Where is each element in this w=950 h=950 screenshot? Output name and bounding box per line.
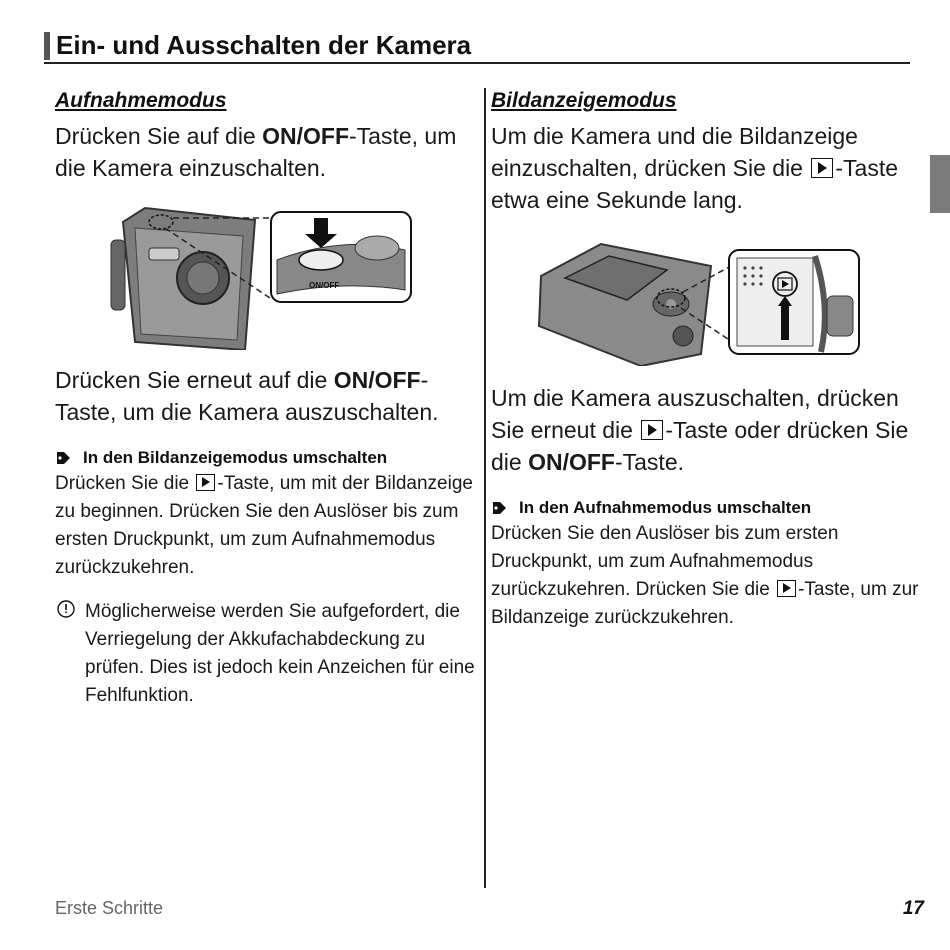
camera-playback-illustration <box>531 236 871 366</box>
text-span: -Taste oder drücken Sie die <box>491 417 909 475</box>
text-span: -Taste etwa eine Sekunde lang. <box>491 155 899 213</box>
text-span: -Taste. <box>614 449 685 475</box>
left-paragraph-1 <box>55 120 475 184</box>
page-number: 17 <box>902 898 924 919</box>
playback-icon <box>641 420 663 440</box>
tip-title: In den Bildanzeigemodus umschalten <box>83 448 388 467</box>
column-divider <box>484 88 486 888</box>
camera-back-icon <box>531 236 871 366</box>
note-text: Möglicherweise werden Sie aufgefordert, die Verriegelung der Akkufachabdeckung zu prüfen. Dies ist jedoch kein Anzeichen für eine Fehlfunktion. <box>85 601 475 706</box>
on-off-label: ON/OFF <box>262 123 350 149</box>
text-span: -Taste, um zur Bildanzeige zurückzukehren. <box>491 579 919 628</box>
illus-on-off-label: ON/OFF <box>309 281 340 290</box>
text-span: Um die Kamera und die Bildanzeige einzuschalten, drücken Sie die <box>491 123 858 181</box>
left-column <box>55 88 475 710</box>
page-header <box>44 30 910 64</box>
text-span: Drücken Sie auf die <box>55 123 263 149</box>
on-off-label: ON/OFF <box>333 367 421 393</box>
tag-tip-icon <box>55 450 71 466</box>
caution-icon <box>55 598 77 618</box>
on-off-label: ON/OFF <box>528 449 615 475</box>
footer-section-name: Erste Schritte <box>55 898 164 918</box>
camera-front-icon <box>105 200 415 350</box>
right-paragraph-2 <box>491 382 921 478</box>
tag-tip-icon <box>491 500 507 516</box>
right-paragraph-1 <box>491 120 921 216</box>
text-span: Drücken Sie die <box>55 473 195 494</box>
text-span: Drücken Sie den Auslöser bis zum ersten Druckpunkt, um zum Aufnahmemodus zurückzukehren. Drücken Sie die <box>491 523 839 600</box>
text-span: -Taste, um die Kamera einzuschalten. <box>55 123 457 181</box>
text-span: Drücken Sie erneut auf die <box>55 367 334 393</box>
title-marker <box>44 32 50 60</box>
tip-body <box>491 520 921 632</box>
left-paragraph-2 <box>55 364 475 428</box>
text-span: Um die Kamera auszuschalten, drücken Sie erneut die <box>491 385 899 443</box>
section-heading-bildanzeigemodus: Bildanzeigemodus <box>491 89 677 112</box>
camera-power-illustration <box>105 200 415 350</box>
right-column <box>491 88 921 632</box>
tip-body <box>55 470 475 582</box>
text-span: -Taste, um mit der Bildanzeige zu beginnen. Drücken Sie den Auslöser bis zum ersten Druckpunkt, um zum Aufnahmemodus zurückzukehren. <box>55 473 473 578</box>
tip-heading <box>491 496 921 520</box>
playback-icon <box>811 158 833 178</box>
chapter-tab <box>930 155 950 213</box>
text-span: -Taste, um die Kamera auszuschalten. <box>55 367 439 425</box>
tip-title: In den Aufnahmemodus umschalten <box>519 498 812 517</box>
caution-note <box>55 598 475 710</box>
section-heading-aufnahmemodus: Aufnahmemodus <box>55 89 227 112</box>
page-title: Ein- und Ausschalten der Kamera <box>56 30 472 60</box>
playback-icon <box>196 474 215 491</box>
tip-heading <box>55 446 475 470</box>
playback-icon <box>777 580 796 597</box>
